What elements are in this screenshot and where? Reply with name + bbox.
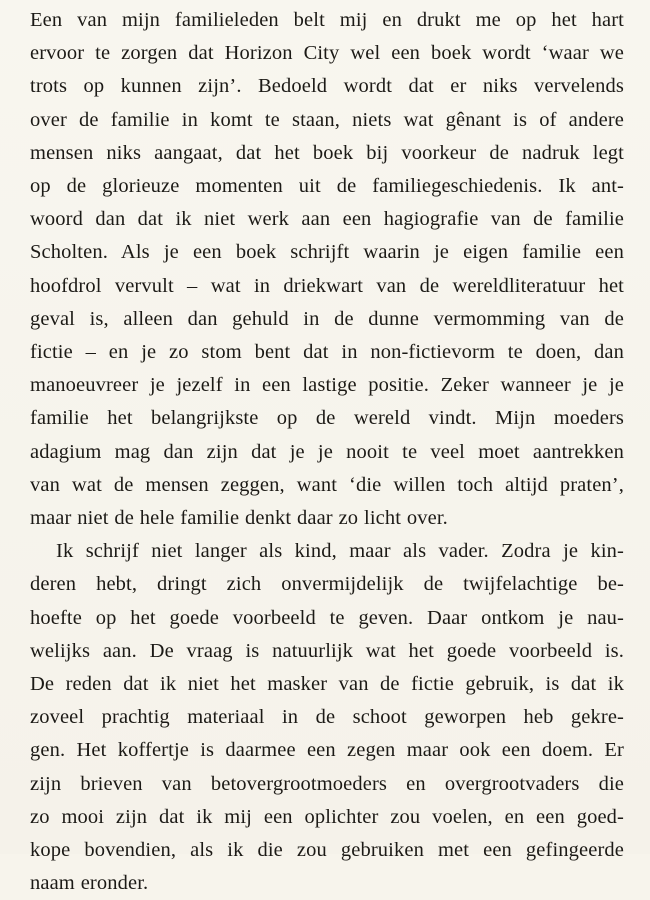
- text-line: Scholten. Als je een boek schrijft waarin je eigen familie een: [30, 241, 624, 264]
- text-line: welijks aan. De vraag is natuurlijk wat het goede voorbeeld is.: [30, 639, 624, 662]
- text-line: familie het belangrijkste op de wereld vindt. Mijn moeders: [30, 407, 624, 430]
- text-line: fictie – en je zo stom bent dat in non-fictievorm te doen, dan: [30, 341, 624, 364]
- body-text: [30, 4, 624, 900]
- text-line: ervoor te zorgen dat Horizon City wel een boek wordt ‘waar we: [30, 42, 624, 65]
- text-line: maar niet de hele familie denkt daar zo licht over.: [30, 507, 448, 530]
- text-line: zo mooi zijn dat ik mij een oplichter zou voelen, en een goed-: [30, 805, 624, 828]
- text-line: zijn brieven van betovergrootmoeders en overgrootvaders die: [30, 772, 624, 795]
- text-line: trots op kunnen zijn’. Bedoeld wordt dat er niks vervelends: [30, 75, 624, 98]
- text-line: op de glorieuze momenten uit de familiegeschiedenis. Ik ant-: [30, 175, 624, 198]
- paragraph-2: [30, 535, 624, 900]
- text-line: Ik schrijf niet langer als kind, maar als vader. Zodra je kin-: [56, 540, 624, 563]
- paragraph-1: [30, 4, 624, 535]
- text-line: over de familie in komt te staan, niets wat gênant is of andere: [30, 108, 624, 131]
- text-line: mensen niks aangaat, dat het boek bij voorkeur de nadruk legt: [30, 141, 624, 164]
- text-line: hoofdrol vervult – wat in driekwart van de wereldliteratuur het: [30, 274, 624, 297]
- text-line: De reden dat ik niet het masker van de fictie gebruik, is dat ik: [30, 673, 624, 696]
- text-line: deren hebt, dringt zich onvermijdelijk de twijfelachtige be-: [30, 573, 624, 596]
- text-line: adagium mag dan zijn dat je je nooit te veel moet aantrekken: [30, 440, 624, 463]
- text-line: naam eronder.: [30, 872, 149, 895]
- text-line: kope bovendien, als ik die zou gebruiken met een gefingeerde: [30, 839, 624, 862]
- text-line: woord dan dat ik niet werk aan een hagiografie van de familie: [30, 208, 624, 231]
- text-line: gen. Het koffertje is daarmee een zegen maar ook een doem. Er: [30, 739, 624, 762]
- text-line: hoefte op het goede voorbeeld te geven. Daar ontkom je nau-: [30, 606, 624, 629]
- text-line: van wat de mensen zeggen, want ‘die willen toch altijd praten’,: [30, 473, 624, 496]
- text-line: manoeuvreer je jezelf in een lastige positie. Zeker wanneer je je: [30, 374, 624, 397]
- text-line: geval is, alleen dan gehuld in de dunne vermomming van de: [30, 307, 624, 330]
- text-line: Een van mijn familieleden belt mij en drukt me op het hart: [30, 9, 624, 31]
- text-line: zoveel prachtig materiaal in de schoot geworpen heb gekre-: [30, 706, 624, 729]
